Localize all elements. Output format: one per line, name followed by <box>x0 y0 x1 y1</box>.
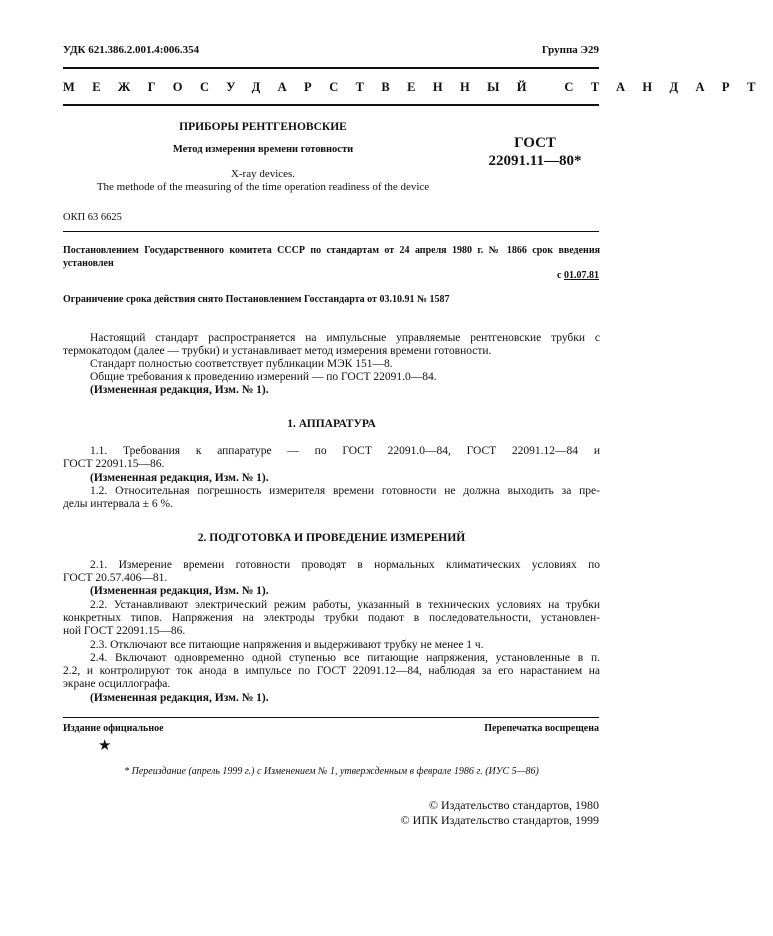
gost-code: 22091.11—80* <box>488 153 582 169</box>
document-title: ПРИБОРЫ РЕНТГЕНОВСКИЕ <box>179 121 347 133</box>
intro-line-4: Общие требования к проведению измерений — по ГОСТ 22091.0—84. <box>90 371 437 383</box>
intro-line-2: термокатодом (далее — трубки) и устанавливает метод измерения времени готовности. <box>63 345 492 357</box>
section-1-p1-line1: 1.1. Требования к аппаратуре — по ГОСТ 22091.0—84, ГОСТ 22091.12—84 и <box>90 445 600 457</box>
section-1-p2-line1: 1.2. Относительная погрешность измерителя времени готовности не должна выходить за пре- <box>90 485 600 497</box>
decree-date <box>557 270 599 281</box>
section-2-amendment-2: (Измененная редакция, Изм. № 1). <box>90 692 269 704</box>
title-divider <box>63 104 599 106</box>
okp-divider <box>63 231 599 232</box>
group-code: Группа Э29 <box>541 44 599 56</box>
section-1-p1-line2: ГОСТ 22091.15—86. <box>63 458 165 470</box>
english-title-line2: The methode of the measuring of the time operation readiness of the device <box>96 181 430 193</box>
udk-code: УДК 621.386.2.001.4:006.354 <box>63 44 200 56</box>
section-2-p3: 2.3. Отключают все питающие напряжения и выдерживают трубку не менее 1 ч. <box>90 639 484 651</box>
section-2-p4-line3: экране осциллографа. <box>63 678 171 690</box>
section-2-p1-line2: ГОСТ 20.57.406—81. <box>63 572 168 584</box>
gost-label: ГОСТ <box>514 135 556 151</box>
footer-divider <box>63 717 599 718</box>
section-2-p2-line1: 2.2. Устанавливают электрический режим работы, указанный в технических условиях на трубки <box>90 599 600 611</box>
intro-line-3: Стандарт полностью соответствует публикации МЭК 151—8. <box>90 358 393 370</box>
gost-number <box>470 134 600 170</box>
official-edition: Издание официальное <box>63 723 164 734</box>
reprint-prohibited: Перепечатка воспрещена <box>484 723 599 734</box>
intro-line-1: Настоящий стандарт распространяется на импульсные управляемые рентгеновские трубки с <box>90 332 600 344</box>
copyright-1980: © Издательство стандартов, 1980 <box>428 798 599 812</box>
section-2-p1-line1: 2.1. Измерение времени готовности проводят в нормальных климатических условиях по <box>90 559 600 571</box>
star-icon: ★ <box>98 738 112 754</box>
section-2-p2-line2: конкретных типов. Напряжения на электроды трубки подают в последовательности, установлен- <box>63 612 600 624</box>
section-2-heading: 2. ПОДГОТОВКА И ПРОВЕДЕНИЕ ИЗМЕРЕНИЙ <box>197 532 466 544</box>
english-title-line1: X-ray devices. <box>230 168 296 180</box>
section-1-p2-line2: делы интервала ± 6 %. <box>63 498 173 510</box>
reissue-note: * Переиздание (апрель 1999 г.) с Изменением № 1, утвержденным в феврале 1986 г. (ИУС 5—86) <box>124 766 539 777</box>
copyright-1999: © ИПК Издательство стандартов, 1999 <box>400 813 599 827</box>
section-2-p4-line1: 2.4. Включают одновременно одной ступенью все питающие напряжения, установленные в п. <box>90 652 600 664</box>
decree-text: Постановлением Государственного комитета СССР по стандартам от 24 апреля 1980 г. № 1866 срок введения установлен <box>63 245 600 269</box>
standard-type-heading: МЕЖГОСУДАРСТВЕННЫЙ СТАНДАРТ <box>63 80 773 94</box>
decree-date-value: 01.07.81 <box>564 270 599 281</box>
section-2-p4-line2: 2.2, и контролируют ток анода в импульсе по ГОСТ 22091.12—84, наблюдая за его нарастанием на <box>63 665 600 677</box>
limit-notice: Ограничение срока действия снято Постановлением Госстандарта от 03.10.91 № 1587 <box>63 294 450 305</box>
section-2-p2-line3: ной ГОСТ 22091.15—86. <box>63 625 186 637</box>
section-1-heading: 1. АППАРАТУРА <box>287 418 376 430</box>
top-divider <box>63 67 599 69</box>
section-2-amendment-1: (Измененная редакция, Изм. № 1). <box>90 585 269 597</box>
okp-code: ОКП 63 6625 <box>63 212 122 223</box>
decree-date-prefix: с <box>557 270 564 281</box>
section-1-amendment: (Измененная редакция, Изм. № 1). <box>90 472 269 484</box>
document-subtitle: Метод измерения времени готовности <box>172 144 354 155</box>
intro-amendment: (Измененная редакция, Изм. № 1). <box>90 384 269 396</box>
